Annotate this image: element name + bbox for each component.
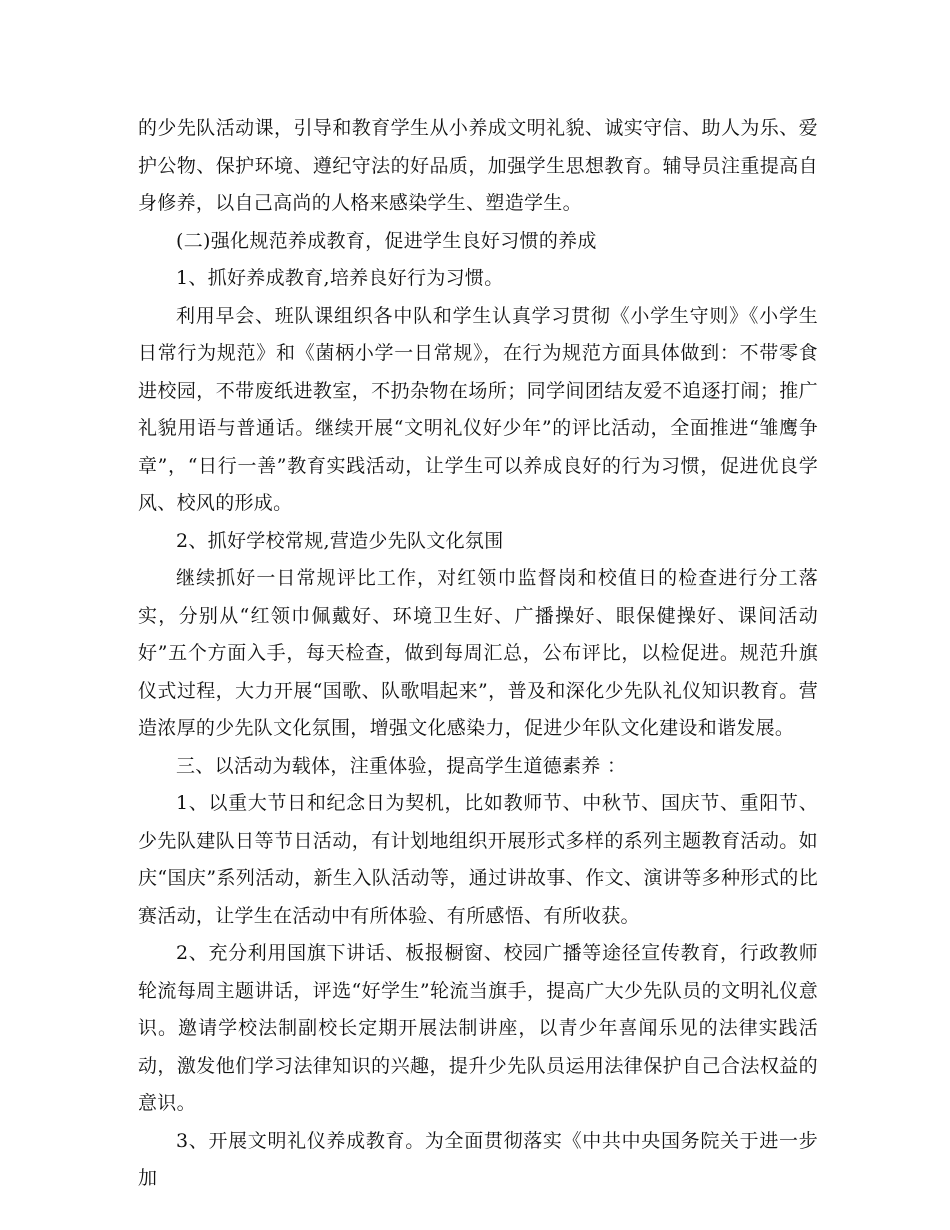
paragraph-behavior-norms: 利用早会、班队课组织各中队和学生认真学习贯彻《小学生守则》《小学生日常行为规范》和《菌柄小学一日常规》，在行为规范方面具体做到：不带零食进校园，不带废纸进教室，不扔杂物在场所；同学间团结友爱不追逐打闹；推广礼貌用语与普通话。继续开展“文明礼仪好少年”的评比活动，全面推进“雏鹰争章”，“日行一善”教育实践活动，让学生可以养成良好的行为习惯，促进优良学风、校风的形成。 — [138, 304, 818, 514]
section-heading-3: 三、以活动为载体，注重体验，提高学生道德素养 ： — [176, 754, 627, 777]
paragraph-etiquette-education: 3、开展文明礼仪养成教育。为全面贯彻落实《中共中央国务院关于进一步加 — [138, 1129, 818, 1189]
subheading-school-routine: 2、抓好学校常规,营造少先队文化氛围 — [176, 529, 504, 552]
paragraph-daily-evaluation: 继续抓好一日常规评比工作，对红领巾监督岗和校值日的检查进行分工落实，分别从“红领巾佩戴好、环境卫生好、广播操好、眼保健操好、课间活动好”五个方面入手，每天检查，做到每周汇总，公布评比，以检促进。规范升旗仪式过程，大力开展“国歌、队歌唱起来”，普及和深化少先队礼仪知识教育。营造浓厚的少先队文化氛围，增强文化感染力，促进少年队文化建设和谐发展。 — [138, 567, 818, 739]
paragraph-continuation: 的少先队活动课，引导和教育学生从小养成文明礼貌、诚实守信、助人为乐、爱护公物、保护环境、遵纪守法的好品质，加强学生思想教育。辅导员注重提高自身修养，以自己高尚的人格来感染学生、塑造学生。 — [138, 117, 818, 214]
subheading-habits: 1、抓好养成教育,培养良好行为习惯。 — [176, 267, 504, 289]
paragraph-festival-activities: 1、以重大节日和纪念日为契机，比如教师节、中秋节、国庆节、重阳节、少先队建队日等节日活动，有计划地组织开展形式多样的系列主题教育活动。如庆“国庆”系列活动，新生入队活动等，通过讲故事、作文、演讲等多种形式的比赛活动，让学生在活动中有所体验、有所感悟、有所收获。 — [138, 792, 818, 927]
section-heading-2: (二)强化规范养成教育，促进学生良好习惯的养成 — [176, 229, 597, 252]
paragraph-publicity-education: 2、充分利用国旗下讲话、板报橱窗、校园广播等途径宣传教育，行政教师轮流每周主题讲话，评选“好学生”轮流当旗手，提高广大少先队员的文明礼仪意识。邀请学校法制副校长定期开展法制讲座，以青少年喜闻乐见的法律实践活动，激发他们学习法律知识的兴趣，提升少先队员运用法律保护自己合法权益的意识。 — [138, 942, 818, 1114]
document-body — [138, 110, 818, 1198]
